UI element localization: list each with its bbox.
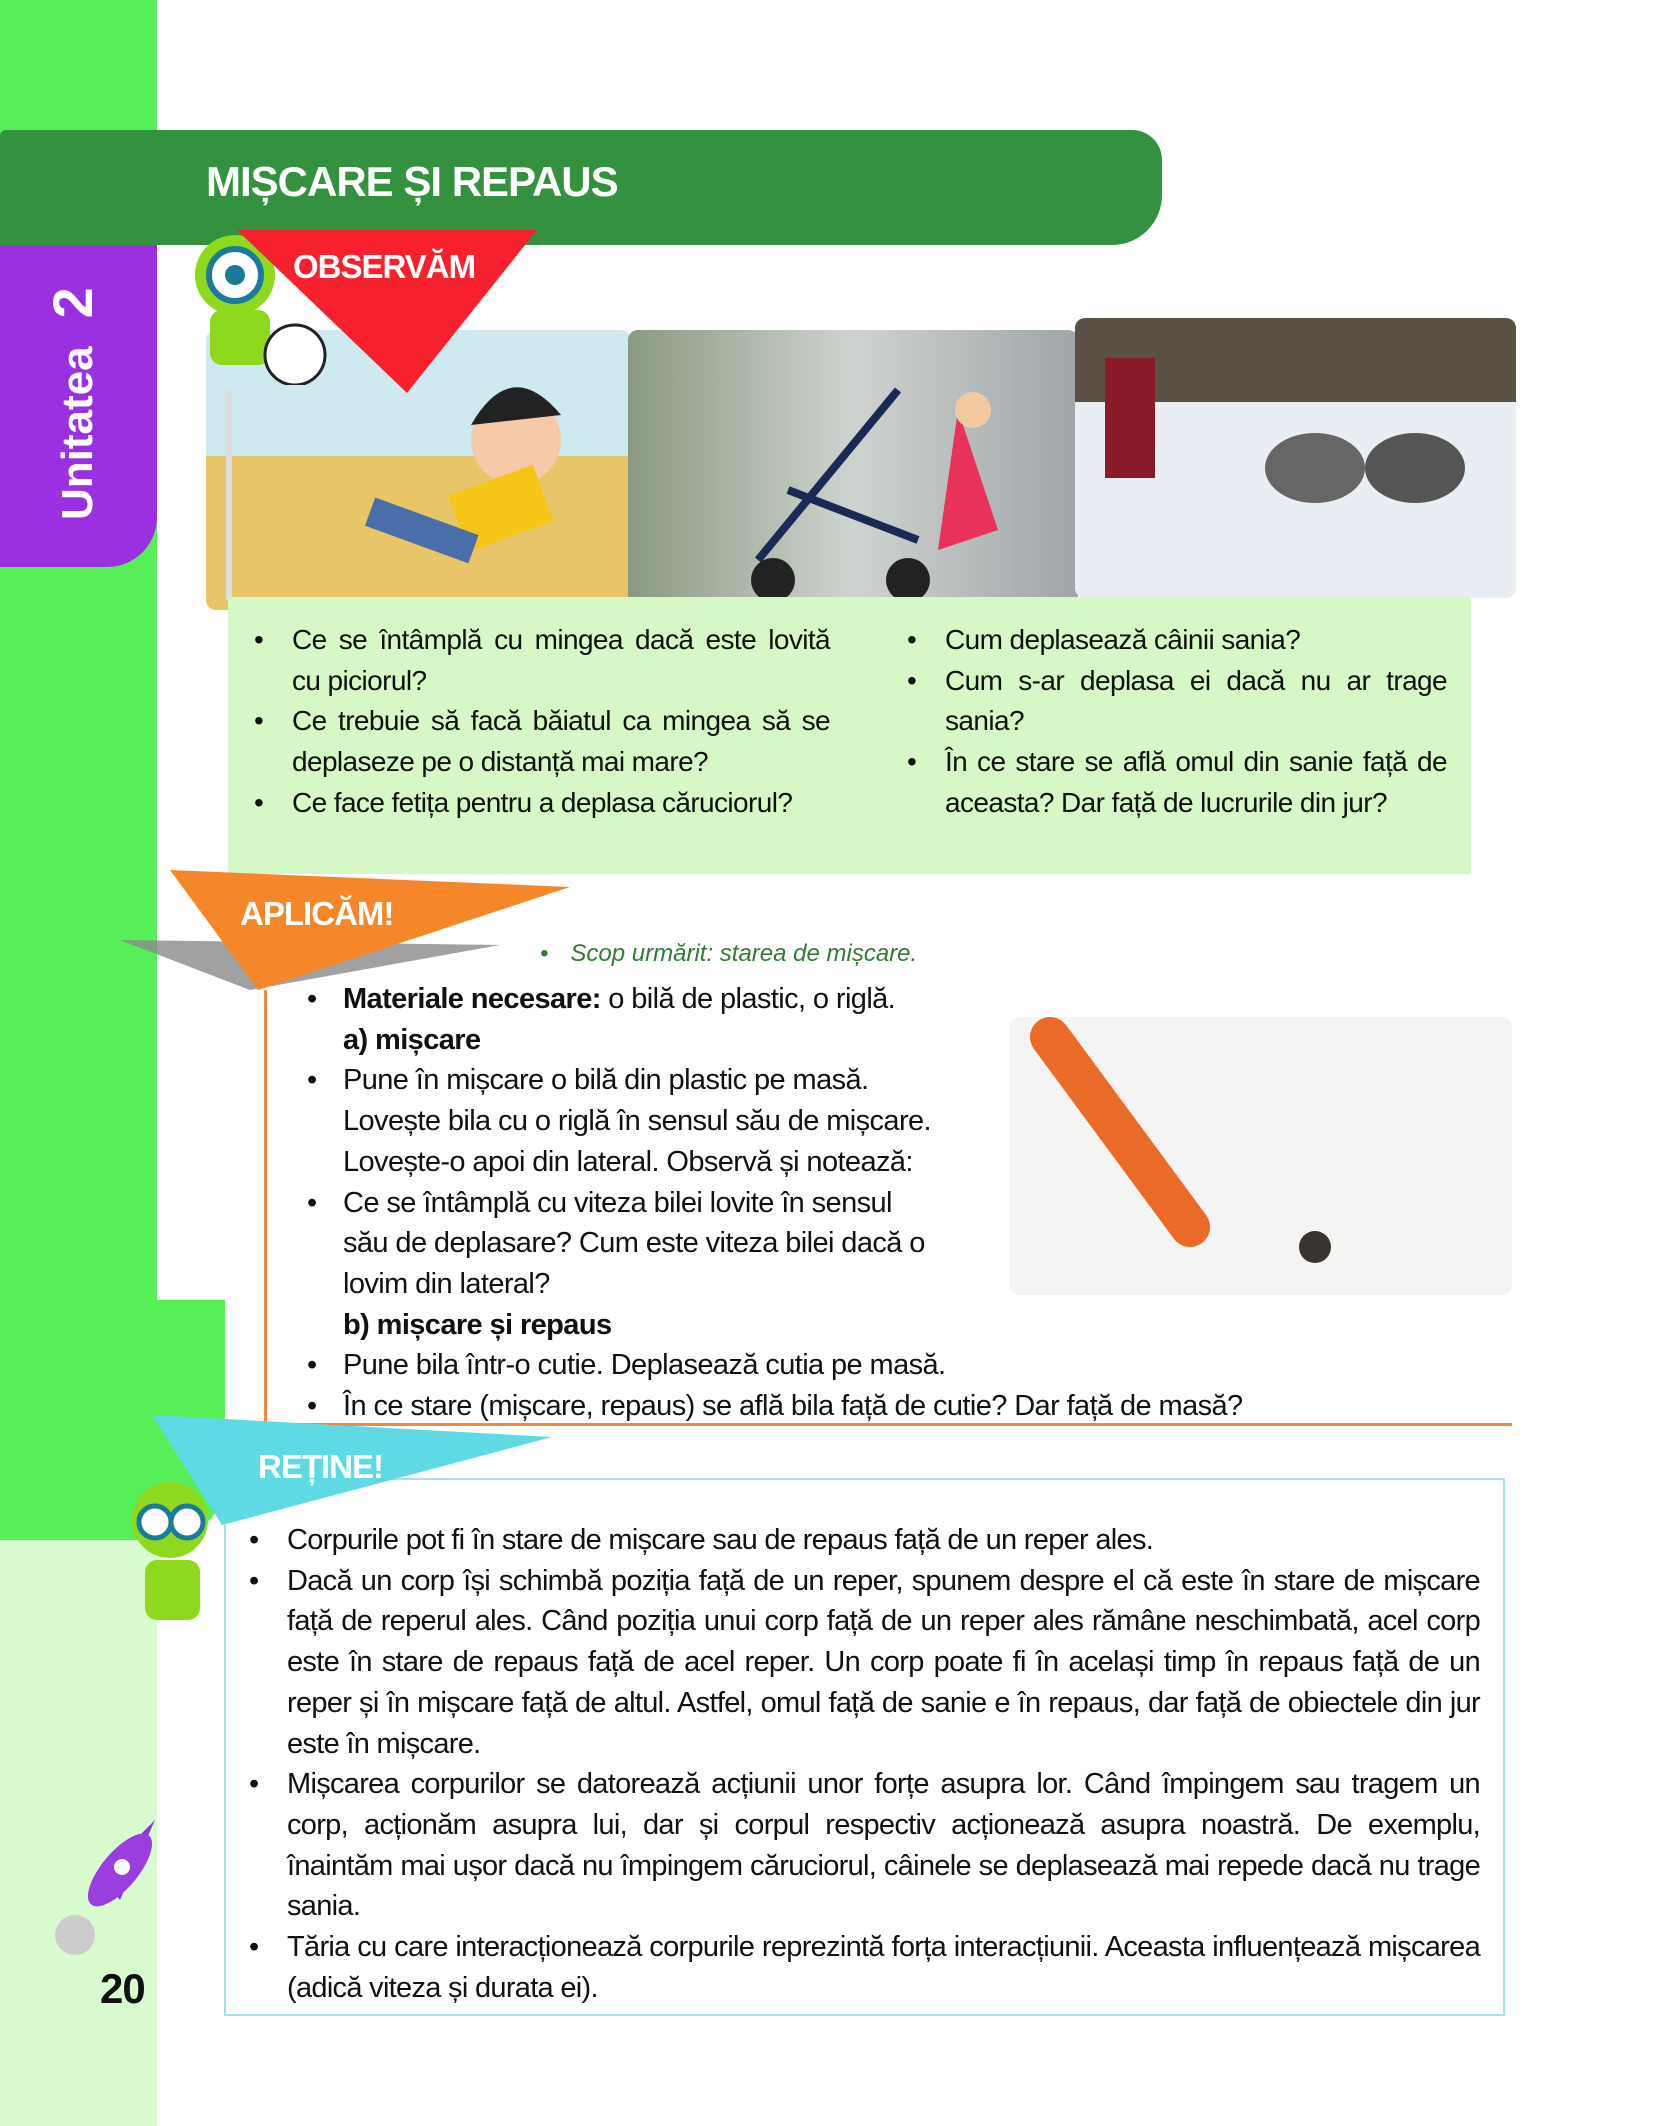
retine-label: REȚINE! (258, 1448, 383, 1485)
photo-sled-dogs (1075, 318, 1516, 598)
materials-label: Materiale necesare: (343, 983, 601, 1015)
instruction-line: Lovește bila cu o riglă în sensul său de mișcare. (343, 1105, 931, 1138)
rocket-icon (40, 1815, 170, 1965)
page-title: MIȘCARE ȘI REPAUS (206, 158, 618, 205)
questions-right (945, 620, 1447, 824)
unit-number: 2 (41, 287, 104, 319)
question-item: • Cum deplasează câinii sania? (945, 620, 1447, 661)
instruction-line: Lovește-o apoi din lateral. Observă și notează: (343, 1145, 913, 1178)
ruler-and-ball-icon (1010, 1017, 1512, 1295)
instruction-line: său de deplasare? Cum este viteza bilei dacă o (343, 1227, 925, 1260)
page-number: 20 (100, 1965, 145, 2012)
question-item: • Ce face fetița pentru a deplasa căruciorul? (292, 783, 830, 824)
instruction-line: • Pune în mișcare o bilă din plastic pe masă. (343, 1060, 1243, 1101)
question-item: • Ce se întâmplă cu mingea dacă este lovită cu piciorul? (292, 620, 830, 701)
observam-label: OBSERVĂM (293, 248, 476, 285)
instruction-line: lovim din lateral? (343, 1267, 550, 1300)
unit-label (40, 287, 105, 520)
orange-divider-vertical (264, 990, 267, 1424)
question-item: • Cum s-ar deplasa ei dacă nu ar trage sania? (945, 661, 1447, 742)
retine-item: • Corpurile pot fi în stare de mișcare sau de repaus față de un reper ales. (287, 1520, 1480, 1561)
instruction-line: • Pune bila într-o cutie. Deplasează cutia pe masă. (343, 1345, 1243, 1386)
question-item: • Ce trebuie să facă băiatul ca mingea să se deplaseze pe o distanță mai mare? (292, 701, 830, 782)
retine-text (287, 1520, 1480, 2008)
aplicam-label: APLICĂM! (240, 895, 394, 932)
questions-left (292, 620, 830, 824)
section-b-heading: b) mișcare și repaus (343, 1308, 612, 1341)
question-item: • În ce stare se află omul din sanie față de aceasta? Dar față de lucrurile din jur? (945, 742, 1447, 823)
section-a-heading: a) mișcare (343, 1023, 481, 1056)
stroller-icon (628, 330, 1078, 610)
photo-ruler-ball (1010, 1017, 1512, 1295)
instruction-line: • Ce se întâmplă cu viteza bilei lovite în sensul (343, 1183, 1243, 1224)
instruction-line: • În ce stare (mișcare, repaus) se află bila față de cutie? Dar față de masă? (343, 1386, 1243, 1427)
retine-item: • Tăria cu care interacționează corpurile reprezintă forța interacțiunii. Aceasta influențează mișcarea (adică viteza și durata ei). (287, 1927, 1480, 2008)
robot-mascot-small-icon (105, 1460, 235, 1635)
retine-item: • Dacă un corp își schimbă poziția față de un reper, spunem despre el că este în stare de mișcare față de reperul ales. Când poziția unui corp față de un reper ales rămâne neschimbată, acel corp este în stare de repaus față de acel reper. Un corp poate fi în același timp în repaus față de un reper și în mișcare față de altul. Astfel, omul față de sanie e în repaus, dar față de obiectele din jur este în mișcare. (287, 1561, 1480, 1765)
sled-dogs-icon (1075, 318, 1516, 598)
unit-label-text: Unitatea (53, 346, 102, 520)
retine-item: • Mișcarea corpurilor se datorează acțiunii unor forțe asupra lor. Când împingem sau tragem un corp, acționăm asupra lui, dar și corpul respectiv acționează asupra noastră. De exemplu, înaintăm mai ușor dacă nu împingem căruciorul, câinele se deplasează mai repede dacă nu trage sania. (287, 1764, 1480, 1927)
photo-girl-stroller (628, 330, 1078, 610)
materials-text: o bilă de plastic, o riglă. (600, 983, 896, 1015)
scope-text: • Scop urmărit: starea de mișcare. (540, 940, 917, 968)
